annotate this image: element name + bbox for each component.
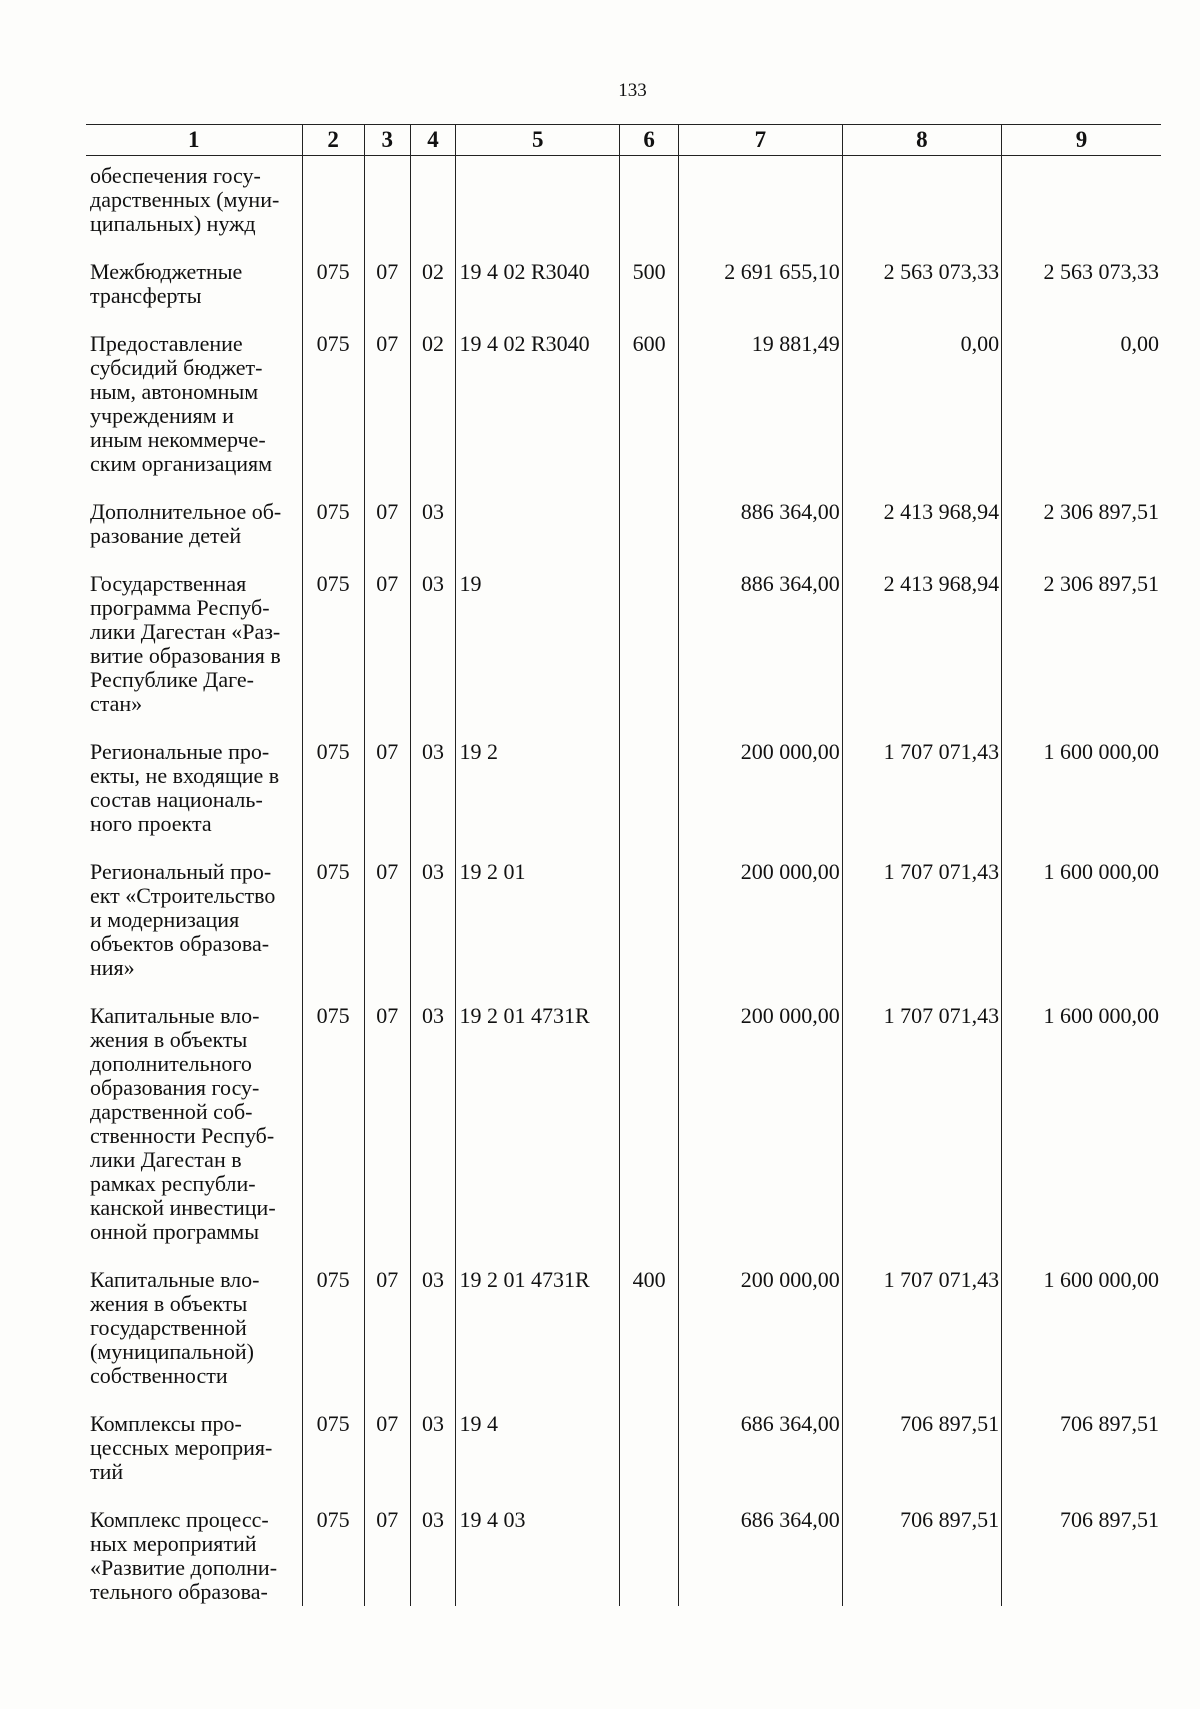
cell-amount-col8: 1 707 071,43 xyxy=(842,850,1001,994)
cell-admin-code: 075 xyxy=(302,1498,364,1606)
row-name: Капитальные вло- жения в объекты дополнительного образования госу- дарственной соб- ственности Респуб- лики Дагестан в рамках республи- канской инвестици- онной программы xyxy=(90,1003,276,1244)
cell-admin-code: 075 xyxy=(302,850,364,994)
cell-expense-type: 500 xyxy=(620,250,679,322)
cell-target-article: 19 2 01 4731R xyxy=(456,994,620,1258)
cell-subsection: 03 xyxy=(410,1402,456,1498)
column-header-7: 7 xyxy=(679,125,843,156)
cell-expense-type xyxy=(620,562,679,730)
cell-subsection xyxy=(410,156,456,251)
cell-amount-col9: 1 600 000,00 xyxy=(1002,1258,1161,1402)
cell-subsection: 03 xyxy=(410,562,456,730)
cell-amount-col8: 706 897,51 xyxy=(842,1498,1001,1606)
header-row xyxy=(86,125,1161,156)
cell-amount-col8: 1 707 071,43 xyxy=(842,730,1001,850)
cell-subsection: 03 xyxy=(410,1498,456,1606)
cell-target-article: 19 2 xyxy=(456,730,620,850)
cell-amount-col9 xyxy=(1002,156,1161,251)
cell-section: 07 xyxy=(364,994,410,1258)
column-header-9: 9 xyxy=(1002,125,1161,156)
table-row xyxy=(86,156,1161,251)
cell-target-article: 19 2 01 xyxy=(456,850,620,994)
row-name: Комплекс процесс- ных мероприятий «Развитие дополни- тельного образова- xyxy=(90,1507,278,1604)
cell-section: 07 xyxy=(364,322,410,490)
cell-target-article: 19 4 02 R3040 xyxy=(456,250,620,322)
page-number: 133 xyxy=(618,80,647,101)
cell-admin-code: 075 xyxy=(302,1402,364,1498)
cell-amount-col7: 2 691 655,10 xyxy=(679,250,843,322)
cell-amount-col7: 686 364,00 xyxy=(679,1498,843,1606)
cell-subsection: 03 xyxy=(410,1258,456,1402)
cell-amount-col7: 200 000,00 xyxy=(679,730,843,850)
cell-admin-code: 075 xyxy=(302,490,364,562)
table-row xyxy=(86,250,1161,322)
cell-admin-code: 075 xyxy=(302,1258,364,1402)
cell-amount-col9: 2 306 897,51 xyxy=(1002,490,1161,562)
table-row xyxy=(86,994,1161,1258)
cell-expense-type: 400 xyxy=(620,1258,679,1402)
cell-target-article xyxy=(456,490,620,562)
column-header-6: 6 xyxy=(620,125,679,156)
table-row xyxy=(86,322,1161,490)
cell-admin-code: 075 xyxy=(302,250,364,322)
cell-amount-col7: 200 000,00 xyxy=(679,994,843,1258)
row-name: Комплексы про- цессных мероприя- тий xyxy=(90,1411,273,1484)
cell-amount-col8 xyxy=(842,156,1001,251)
cell-expense-type xyxy=(620,730,679,850)
cell-target-article: 19 4 xyxy=(456,1402,620,1498)
cell-amount-col7: 200 000,00 xyxy=(679,1258,843,1402)
cell-amount-col8: 0,00 xyxy=(842,322,1001,490)
cell-expense-type xyxy=(620,994,679,1258)
cell-amount-col7: 686 364,00 xyxy=(679,1402,843,1498)
column-header-5: 5 xyxy=(456,125,620,156)
cell-amount-col8: 2 563 073,33 xyxy=(842,250,1001,322)
cell-admin-code: 075 xyxy=(302,562,364,730)
cell-section: 07 xyxy=(364,1498,410,1606)
table-row xyxy=(86,1258,1161,1402)
cell-amount-col8: 1 707 071,43 xyxy=(842,1258,1001,1402)
row-name: Межбюджетные трансферты xyxy=(90,259,243,308)
column-header-1: 1 xyxy=(86,125,302,156)
row-name: Капитальные вло- жения в объекты государственной (муниципальной) собственности xyxy=(90,1267,260,1388)
cell-subsection: 02 xyxy=(410,250,456,322)
budget-table xyxy=(86,124,1161,1606)
cell-expense-type xyxy=(620,156,679,251)
cell-amount-col9: 706 897,51 xyxy=(1002,1402,1161,1498)
cell-expense-type: 600 xyxy=(620,322,679,490)
cell-section: 07 xyxy=(364,730,410,850)
cell-amount-col7: 886 364,00 xyxy=(679,490,843,562)
cell-admin-code: 075 xyxy=(302,730,364,850)
row-name: Региональные про- екты, не входящие в состав националь- ного проекта xyxy=(90,739,280,836)
cell-subsection: 03 xyxy=(410,730,456,850)
row-name: Государственная программа Респуб- лики Дагестан «Раз- витие образования в Республике Даге- стан» xyxy=(90,571,281,716)
cell-expense-type xyxy=(620,1498,679,1606)
cell-section: 07 xyxy=(364,490,410,562)
cell-admin-code xyxy=(302,156,364,251)
column-header-4: 4 xyxy=(410,125,456,156)
cell-target-article: 19 xyxy=(456,562,620,730)
cell-amount-col9: 1 600 000,00 xyxy=(1002,850,1161,994)
table-row xyxy=(86,1498,1161,1606)
cell-amount-col8: 2 413 968,94 xyxy=(842,562,1001,730)
row-name: Дополнительное об- разование детей xyxy=(90,499,282,548)
cell-amount-col9: 2 306 897,51 xyxy=(1002,562,1161,730)
column-header-2: 2 xyxy=(302,125,364,156)
cell-admin-code: 075 xyxy=(302,322,364,490)
cell-section: 07 xyxy=(364,562,410,730)
cell-target-article: 19 4 02 R3040 xyxy=(456,322,620,490)
cell-expense-type xyxy=(620,490,679,562)
cell-target-article: 19 2 01 4731R xyxy=(456,1258,620,1402)
cell-amount-col7 xyxy=(679,156,843,251)
cell-section: 07 xyxy=(364,850,410,994)
cell-section: 07 xyxy=(364,1402,410,1498)
row-name: Предоставление субсидий бюджет- ным, автономным учреждениям и иным некоммерче- ским организациям xyxy=(90,331,273,476)
cell-subsection: 03 xyxy=(410,490,456,562)
cell-amount-col7: 886 364,00 xyxy=(679,562,843,730)
cell-amount-col9: 1 600 000,00 xyxy=(1002,730,1161,850)
cell-section: 07 xyxy=(364,1258,410,1402)
cell-amount-col8: 1 707 071,43 xyxy=(842,994,1001,1258)
cell-subsection: 02 xyxy=(410,322,456,490)
cell-amount-col8: 2 413 968,94 xyxy=(842,490,1001,562)
cell-amount-col9: 0,00 xyxy=(1002,322,1161,490)
cell-amount-col7: 200 000,00 xyxy=(679,850,843,994)
cell-target-article: 19 4 03 xyxy=(456,1498,620,1606)
cell-target-article xyxy=(456,156,620,251)
cell-expense-type xyxy=(620,850,679,994)
cell-section xyxy=(364,156,410,251)
column-header-3: 3 xyxy=(364,125,410,156)
table-body xyxy=(86,156,1161,1607)
table-row xyxy=(86,562,1161,730)
cell-amount-col9: 706 897,51 xyxy=(1002,1498,1161,1606)
cell-section: 07 xyxy=(364,250,410,322)
table-row xyxy=(86,850,1161,994)
table-row xyxy=(86,490,1161,562)
cell-amount-col9: 2 563 073,33 xyxy=(1002,250,1161,322)
cell-subsection: 03 xyxy=(410,850,456,994)
cell-expense-type xyxy=(620,1402,679,1498)
cell-subsection: 03 xyxy=(410,994,456,1258)
cell-amount-col7: 19 881,49 xyxy=(679,322,843,490)
row-name: обеспечения госу- дарственных (муни- ципальных) нужд xyxy=(90,163,280,236)
column-header-8: 8 xyxy=(842,125,1001,156)
cell-amount-col9: 1 600 000,00 xyxy=(1002,994,1161,1258)
cell-amount-col8: 706 897,51 xyxy=(842,1402,1001,1498)
cell-admin-code: 075 xyxy=(302,994,364,1258)
row-name: Региональный про- ект «Строительство и модернизация объектов образова- ния» xyxy=(90,859,276,980)
table-row xyxy=(86,1402,1161,1498)
table-row xyxy=(86,730,1161,850)
